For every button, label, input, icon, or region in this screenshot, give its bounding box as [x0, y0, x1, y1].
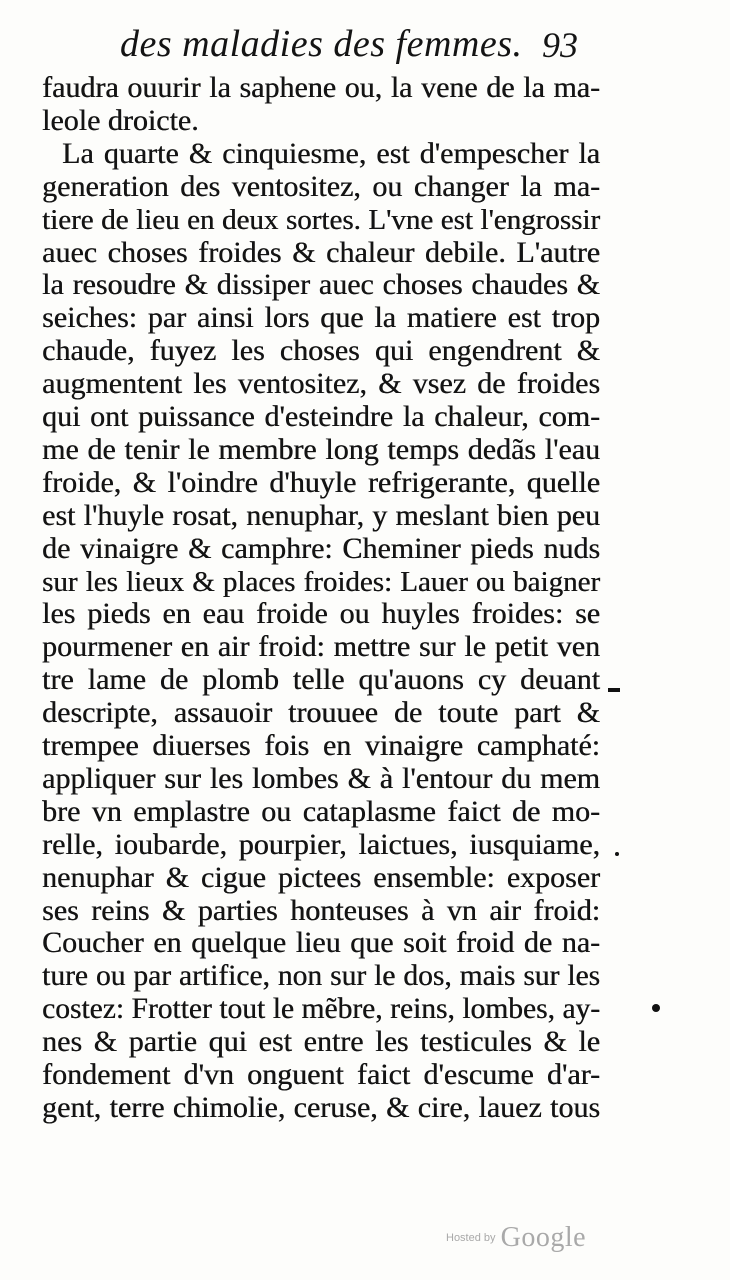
text-line: bre vn emplastre ou cataplasme faict de mo-	[42, 794, 600, 828]
text-line: ture ou par artifice, non sur le dos, mais sur les	[42, 960, 600, 993]
text-line: tiere de lieu en deux sortes. L'vne est l'engrossir	[42, 203, 600, 236]
text-line: trempee diuerses fois en vinaigre camphaté:	[42, 729, 600, 762]
text-line: chaude, fuyez les choses qui engendrent &	[42, 334, 600, 368]
text-line: qui ont puissance d'esteindre la chaleur, com-	[42, 400, 600, 433]
hosted-by-watermark	[446, 1222, 586, 1254]
text-line: generation des ventositez, ou changer la ma-	[42, 169, 600, 203]
text-line: les pieds en eau froide ou huyles froides: se	[42, 597, 600, 631]
page-header	[0, 22, 730, 70]
margin-dot-mark	[652, 1004, 660, 1012]
page-number: 93	[542, 25, 578, 65]
margin-dot-mark	[615, 852, 619, 856]
watermark-brand: Google	[500, 1222, 587, 1253]
text-line: est l'huyle rosat, nenuphar, y meslant bien peu	[42, 498, 600, 532]
text-line: auec choses froides & chaleur debile. L'autre	[42, 235, 600, 269]
text-line: me de tenir le membre long temps dedãs l'eau	[42, 432, 600, 466]
margin-dash-mark	[608, 688, 620, 692]
text-line: La quarte & cinquiesme, est d'empescher la	[62, 136, 600, 170]
text-line: ses reins & parties honteuses à vn air froid:	[42, 893, 600, 927]
text-line: Coucher en quelque lieu que soit froid de na-	[42, 926, 600, 960]
watermark-prefix: Hosted by	[446, 1232, 496, 1244]
text-line: la resoudre & dissiper auec choses chaudes &	[42, 268, 600, 302]
text-line: descripte, assauoir trouuee de toute part &	[42, 696, 600, 730]
text-line: appliquer sur les lombes & à l'entour du mem	[42, 761, 600, 795]
text-line: de vinaigre & camphre: Cheminer pieds nuds	[42, 531, 600, 565]
text-line: sur les lieux & places froides: Lauer ou baigner	[42, 565, 600, 598]
text-line: fondement d'vn onguent faict d'escume d'ar-	[42, 1058, 600, 1091]
text-line: froide, & l'oindre d'huyle refrigerante, quelle	[42, 465, 600, 499]
text-line: faudra ouurir la saphene ou, la vene de la ma-	[42, 71, 600, 104]
text-line: leole droicte.	[42, 103, 199, 137]
text-line: costez: Frotter tout le mẽbre, reins, lombes, ay-	[42, 993, 600, 1026]
text-line: gent, terre chimolie, ceruse, & cire, lauez tous	[42, 1090, 600, 1124]
running-title: des maladies des femmes.	[120, 23, 523, 65]
text-line: relle, ioubarde, pourpier, laictues, iusquiame,	[42, 827, 600, 861]
text-line: nes & partie qui est entre les testicules & le	[42, 1025, 600, 1059]
text-line: seiches: par ainsi lors que la matiere est trop	[42, 301, 600, 335]
text-line: augmentent les ventositez, & vsez de froides	[42, 367, 600, 401]
text-line: pourmener en air froid: mettre sur le petit ven	[42, 630, 600, 664]
text-line: tre lame de plomb telle qu'auons cy deuant	[42, 663, 600, 697]
text-line: nenuphar & cigue pictees ensemble: exposer	[42, 860, 600, 894]
